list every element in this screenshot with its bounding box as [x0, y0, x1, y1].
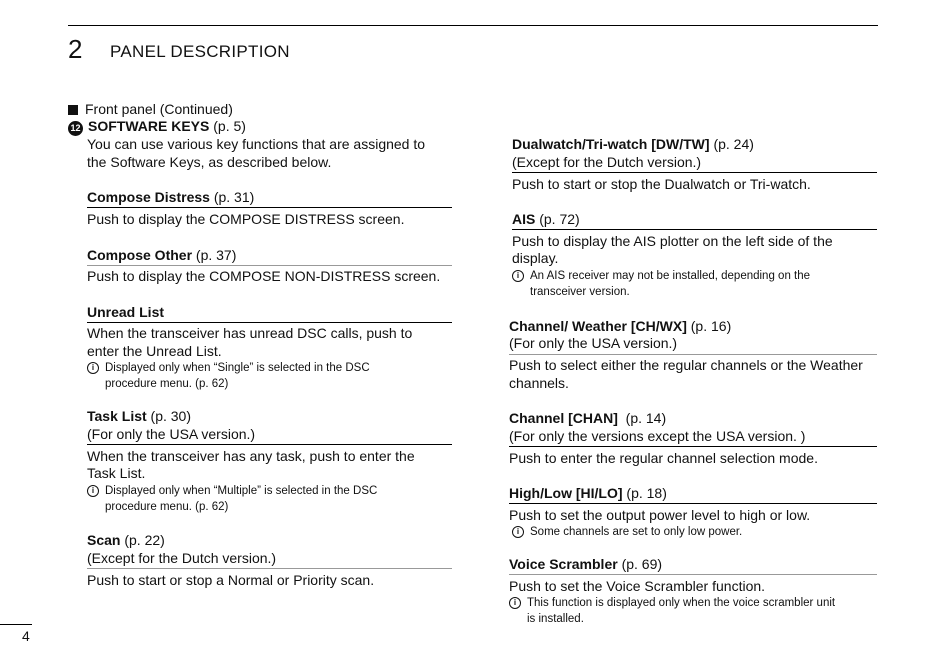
- divider: [87, 322, 452, 323]
- divider: [509, 503, 877, 504]
- compose-distress-desc: Push to display the COMPOSE DISTRESS screen.: [87, 211, 405, 227]
- scan-heading: Scan (p. 22): [87, 532, 165, 548]
- chapter-number: 2: [68, 34, 83, 64]
- scan-sub: (Except for the Dutch version.): [87, 550, 277, 566]
- high-low-heading: High/Low [HI/LO] (p. 18): [509, 485, 667, 501]
- divider: [509, 354, 877, 355]
- channel-weather-sub: (For only the USA version.): [509, 335, 678, 351]
- compose-other-desc: Push to display the COMPOSE NON-DISTRESS screen.: [87, 268, 441, 284]
- number-badge-icon: 12: [68, 121, 83, 136]
- item-desc-line1: You can use various key functions that are assigned to: [87, 136, 426, 152]
- ais-desc-line1: Push to display the AIS plotter on the left side of the: [512, 233, 833, 249]
- divider: [87, 568, 452, 569]
- square-bullet-icon: [68, 105, 78, 115]
- dualwatch-desc: Push to start or stop the Dualwatch or Tri-watch.: [512, 176, 811, 192]
- divider: [509, 574, 877, 575]
- ais-heading: AIS (p. 72): [512, 211, 580, 227]
- unread-list-desc-line2: enter the Unread List.: [87, 343, 222, 359]
- dualwatch-heading: Dualwatch/Tri-watch [DW/TW] (p. 24): [512, 136, 754, 152]
- compose-other-heading: Compose Other (p. 37): [87, 247, 237, 263]
- task-list-sub: (For only the USA version.): [87, 426, 256, 442]
- info-note-icon: i: [509, 597, 521, 609]
- channel-heading: Channel [CHAN] (p. 14): [509, 410, 667, 426]
- divider: [87, 265, 452, 266]
- chapter-title: PANEL DESCRIPTION: [110, 42, 290, 61]
- ais-note: i An AIS receiver may not be installed, depending on the transceiver version.: [512, 268, 810, 300]
- task-list-desc-line1: When the transceiver has any task, push to enter the: [87, 448, 415, 464]
- high-low-note: i Some channels are set to only low power.: [512, 524, 742, 540]
- channel-sub: (For only the versions except the USA version. ): [509, 428, 806, 444]
- ais-desc-line2: display.: [512, 250, 559, 266]
- dualwatch-sub: (Except for the Dutch version.): [512, 154, 702, 170]
- high-low-desc: Push to set the output power level to high or low.: [509, 507, 811, 523]
- task-list-heading: Task List (p. 30): [87, 408, 192, 424]
- item-desc-line2: the Software Keys, as described below.: [87, 154, 332, 170]
- scan-desc: Push to start or stop a Normal or Priority scan.: [87, 572, 375, 588]
- info-note-icon: i: [512, 270, 524, 282]
- info-note-icon: i: [512, 526, 524, 538]
- item-heading: 12 SOFTWARE KEYS (p. 5): [68, 118, 246, 136]
- task-list-note: i Displayed only when “Multiple” is selected in the DSC procedure menu. (p. 62): [87, 483, 377, 515]
- unread-list-desc-line1: When the transceiver has unread DSC calls, push to: [87, 325, 413, 341]
- voice-scrambler-desc: Push to set the Voice Scrambler function.: [509, 578, 766, 594]
- unread-list-note: i Displayed only when “Single” is selected in the DSC procedure menu. (p. 62): [87, 360, 370, 392]
- divider: [512, 172, 877, 173]
- header-rule: [68, 25, 878, 26]
- compose-distress-heading: Compose Distress (p. 31): [87, 189, 255, 205]
- info-note-icon: i: [87, 485, 99, 497]
- divider: [512, 229, 877, 230]
- page-number-rule: [0, 624, 32, 625]
- divider: [87, 207, 452, 208]
- page-number: 4: [22, 628, 30, 644]
- task-list-desc-line2: Task List.: [87, 465, 146, 481]
- voice-scrambler-note: i This function is displayed only when the voice scrambler unit is installed.: [509, 595, 835, 627]
- item-title: SOFTWARE KEYS: [88, 118, 210, 134]
- divider: [87, 444, 452, 445]
- info-note-icon: i: [87, 362, 99, 374]
- channel-weather-desc-line1: Push to select either the regular channels or the Weather: [509, 357, 863, 373]
- voice-scrambler-heading: Voice Scrambler (p. 69): [509, 556, 663, 572]
- channel-desc: Push to enter the regular channel selection mode.: [509, 450, 818, 466]
- channel-weather-heading: Channel/ Weather [CH/WX] (p. 16): [509, 318, 732, 334]
- section-heading: Front panel (Continued): [68, 101, 233, 119]
- divider: [509, 446, 877, 447]
- unread-list-heading: Unread List: [87, 304, 165, 320]
- channel-weather-desc-line2: channels.: [509, 375, 569, 391]
